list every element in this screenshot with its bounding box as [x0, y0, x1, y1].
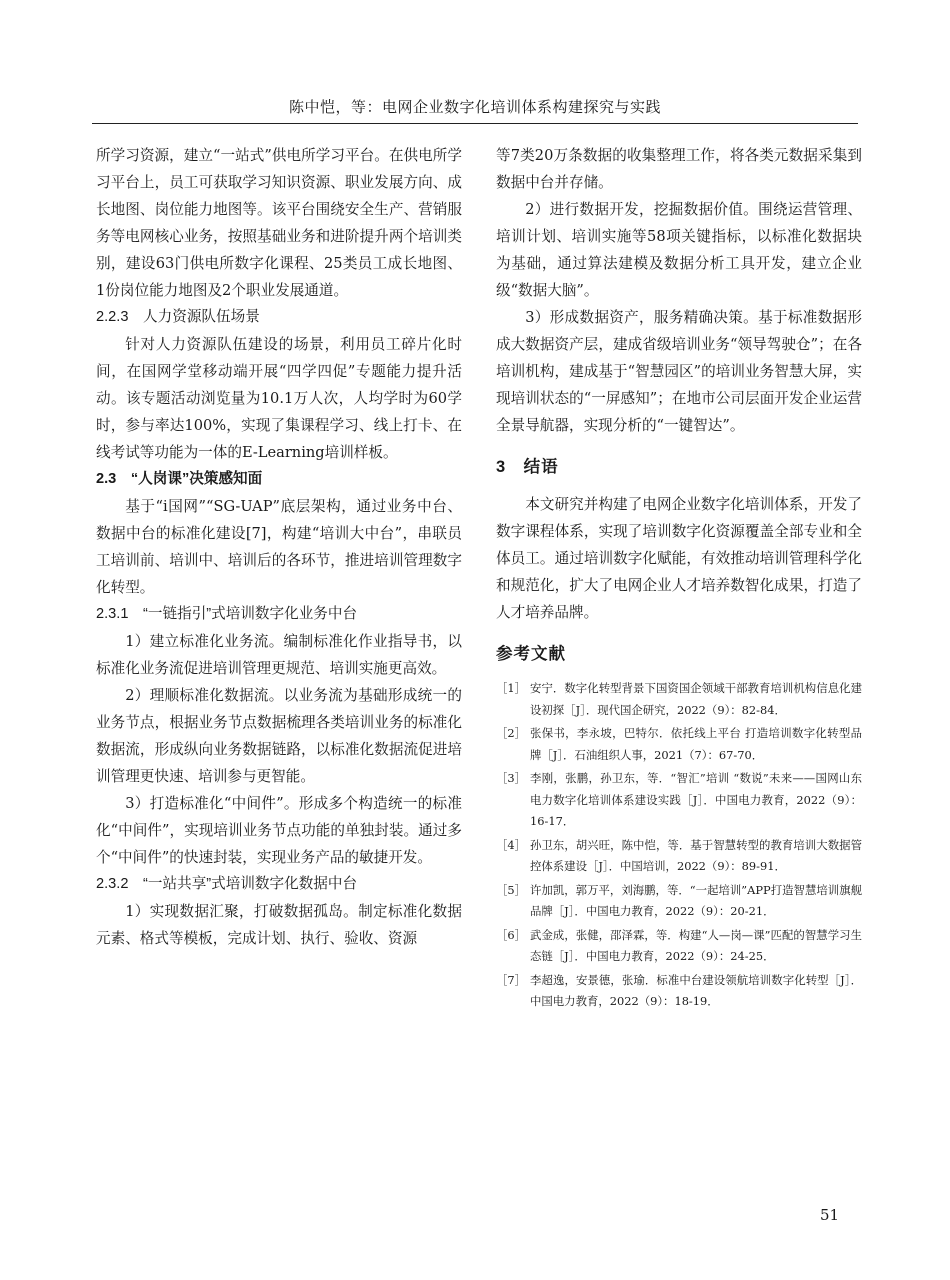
paragraph: 针对人力资源队伍建设的场景，利用员工碎片化时间，在国网学堂移动端开展“四学四促”专题能力提升活动。该专题活动浏览量为10.1万人次，人均学时为60学时，参与率达100%，实现了集课程学习、线上打卡、在线考试等功能为一体的E-Learning培训样板。 — [96, 336, 462, 461]
reference-item — [496, 835, 862, 878]
page-number: 51 — [820, 1206, 840, 1224]
paragraph: 1）建立标准化业务流。编制标准化作业指导书，以标准化业务流促进培训管理更规范、培训实施更高效。 — [96, 633, 462, 677]
reference-number: ［2］ — [496, 726, 527, 740]
paragraph: 3）形成数据资产，服务精确决策。基于标准数据形成大数据资产层，建成省级培训业务“领导驾驶仓”；在各培训机构，建成基于“智慧园区”的培训业务智慧大屏，实现培训状态的“一屏感知”；在地市公司层面开发企业运营全景导航器，实现分析的“一键智达”。 — [496, 309, 862, 434]
reference-text: 安宁．数字化转型背景下国资国企领域干部教育培训机构信息化建设初探［J］．现代国企研究，2022（9）：82-84． — [530, 681, 862, 717]
conclusion-heading: 3 结语 — [496, 458, 559, 476]
reference-text: 孙卫东，胡兴旺，陈中恺，等．基于智慧转型的教育培训大数据管控体系建设［J］．中国培训，2022（9）：89-91． — [530, 837, 862, 873]
header-rule — [92, 123, 858, 124]
reference-number: ［1］ — [496, 681, 527, 695]
reference-text: 许加凯，郭万平，刘海鹏，等．“一起培训”APP打造智慧培训旗舰品牌［J］．中国电力教育，2022（9）：20-21． — [530, 882, 862, 918]
reference-item — [496, 880, 862, 923]
references-heading: 参考文献 — [496, 645, 566, 663]
reference-item — [496, 768, 862, 833]
reference-text: 武金成，张健，邵泽霖，等．构建“人—岗—课”匹配的智慧学习生态链［J］．中国电力教育，2022（9）：24-25． — [530, 927, 862, 963]
reference-item — [496, 678, 862, 721]
section-heading-2-2-3: 2.2.3 人力资源队伍场景 — [96, 309, 260, 325]
paragraph: 等7类20万条数据的收集整理工作，将各类元数据采集到数据中台并存储。 — [496, 147, 862, 191]
reference-text: 李超逸，安景德，张瑜．标准中台建设领航培训数字化转型［J］．中国电力教育，2022（9）：18-19． — [530, 972, 862, 1008]
reference-text: 张保书，李永坡，巴特尔．依托线上平台 打造培训数字化转型品牌［J］．石油组织人事，2021（7）：67-70． — [530, 726, 862, 762]
paragraph: 3）打造标准化“中间件”。形成多个构造统一的标准化“中间件”，实现培训业务节点功能的单独封装。通过多个“中间件”的快速封装，实现业务产品的敏捷开发。 — [96, 795, 462, 866]
reference-item — [496, 970, 862, 1013]
reference-number: ［4］ — [496, 837, 527, 852]
reference-item — [496, 723, 862, 766]
reference-number: ［6］ — [496, 927, 527, 942]
paragraph: 2）进行数据开发，挖掘数据价值。围绕运营管理、培训计划、培训实施等58项关键指标，以标准化数据块为基础，通过算法建模及数据分析工具开发，建立企业级“数据大脑”。 — [496, 201, 862, 299]
reference-text: 李刚，张鹏，孙卫东，等．“智汇”培训 “数说”未来——国网山东电力数字化培训体系建设实践［J］．中国电力教育，2022（9）：16-17． — [530, 771, 862, 828]
reference-number: ［5］ — [496, 882, 527, 897]
running-head: 陈中恺，等：电网企业数字化培训体系构建探究与实践 — [288, 98, 661, 116]
paragraph: 基于“i国网”“SG-UAP”底层架构，通过业务中台、数据中台的标准化建设[7]，构建“培训大中台”，串联员工培训前、培训中、培训后的各环节，推进培训管理数字化转型。 — [96, 498, 462, 596]
paragraph: 1）实现数据汇聚，打破数据孤岛。制定标准化数据元素、格式等模板，完成计划、执行、验收、资源 — [96, 903, 462, 947]
section-heading-2-3-2: 2.3.2 “一站共享”式培训数字化数据中台 — [96, 876, 358, 892]
reference-item — [496, 925, 862, 968]
reference-number: ［3］ — [496, 771, 527, 785]
paragraph: 2）理顺标准化数据流。以业务流为基础形成统一的业务节点，根据业务节点数据梳理各类培训业务的标准化数据流，形成纵向业务数据链路，以标准化数据流促进培训管理更快速、培训参与更智能。 — [96, 687, 462, 785]
reference-number: ［7］ — [496, 972, 527, 987]
conclusion-paragraph: 本文研究并构建了电网企业数字化培训体系，开发了数字课程体系，实现了培训数字化资源覆盖全部专业和全体员工。通过培训数字化赋能，有效推动培训管理科学化和规范化，扩大了电网企业人才培养数智化成果，打造了人才培养品牌。 — [496, 496, 862, 621]
left-column — [96, 142, 462, 952]
right-column — [496, 142, 862, 1015]
reference-list — [496, 678, 862, 1013]
section-heading-2-3: 2.3 “人岗课”决策感知面 — [96, 471, 263, 487]
paragraph: 所学习资源，建立“一站式”供电所学习平台。在供电所学习平台上，员工可获取学习知识资源、职业发展方向、成长地图、岗位能力地图等。该平台围绕安全生产、营销服务等电网核心业务，按照基础业务和进阶提升两个培训类别，建设63门供电所数字化课程、25类员工成长地图、1份岗位能力地图及2个职业发展通道。 — [96, 147, 462, 299]
section-heading-2-3-1: 2.3.1 “一链指引”式培训数字化业务中台 — [96, 606, 358, 622]
